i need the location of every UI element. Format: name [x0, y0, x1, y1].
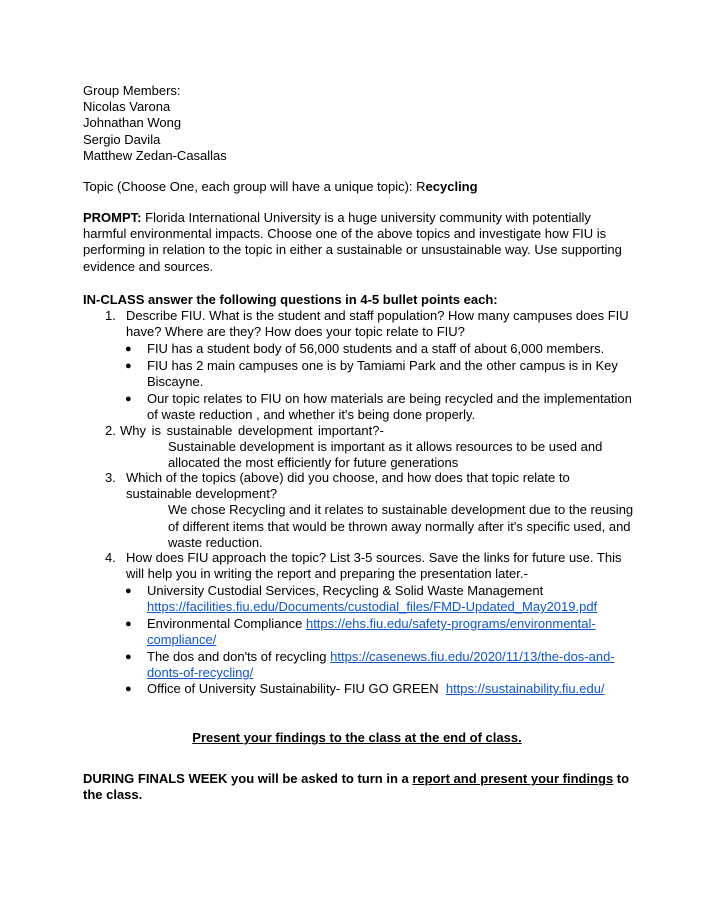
- question-text: Describe FIU. What is the student and staff population? How many campuses does FIU: [126, 308, 629, 323]
- prompt-text: harmful environmental impacts. Choose one of the above topics and investigate how FIU is: [83, 226, 607, 242]
- prompt-label: PROMPT:: [83, 210, 142, 225]
- source-title: Office of University Sustainability- FIU GO GREEN: [147, 681, 446, 696]
- source-title: Environmental Compliance: [147, 616, 306, 631]
- inclass-heading: IN-CLASS answer the following questions in 4-5 bullet points each:: [83, 292, 498, 307]
- bullet-icon: ●: [125, 618, 132, 630]
- question-text: will help you in writing the report and preparing the presentation later.-: [126, 566, 528, 582]
- member-name: Johnathan Wong: [83, 115, 182, 131]
- question-text: have? Where are they? How does your topic relate to FIU?: [126, 324, 465, 340]
- prompt-text: Florida International University is a huge university community with potentially: [145, 210, 591, 225]
- list-number: 3.: [105, 470, 116, 485]
- source-item: [83, 583, 643, 615]
- finals-emphasis: report and present your findings: [412, 771, 614, 786]
- source-title: University Custodial Services, Recycling & Solid Waste Management: [147, 583, 544, 598]
- source-link[interactable]: compliance/: [147, 632, 217, 648]
- prompt-text: performing in relation to the topic in either a sustainable or unsustainable way. Use supporting: [83, 242, 622, 258]
- source-link[interactable]: https://sustainability.fiu.edu/: [445, 681, 605, 696]
- members-heading: Group Members:: [83, 83, 181, 98]
- topic-line: [83, 179, 643, 195]
- source-title: The dos and don'ts of recycling: [147, 649, 331, 664]
- group-members: [83, 83, 643, 164]
- source-link[interactable]: https://casenews.fiu.edu/2020/11/13/the-dos-and-: [330, 649, 615, 664]
- list-number: 1.: [105, 308, 116, 323]
- member-name: Nicolas Varona: [83, 99, 171, 115]
- question-text: Why is sustainable development important?-: [120, 423, 384, 438]
- answer-text: allocated the most efficiently for future generations: [168, 455, 459, 471]
- bullet-icon: ●: [125, 343, 132, 355]
- finals-text: to: [613, 771, 630, 786]
- member-name: Sergio Davila: [83, 131, 161, 147]
- answer-bullet: ● Our topic relates to FIU on how materials are being recycled and the implementation of waste reduction , and whether it's being done properly.: [125, 391, 632, 423]
- topic-prefix: Topic (Choose One, each group will have a unique topic): R: [83, 179, 426, 194]
- finals-text: the class.: [83, 787, 143, 803]
- bullet-icon: ●: [125, 393, 132, 405]
- present-line: Present your findings to the class at the end of class.: [192, 730, 522, 745]
- source-item: [83, 616, 643, 648]
- answer-bullet: ● FIU has a student body of 56,000 students and a staff of about 6,000 members.: [125, 341, 605, 356]
- source-link[interactable]: https://facilities.fiu.edu/Documents/custodial_files/FMD-Updated_May2019.pdf: [147, 599, 598, 615]
- answer-text: Sustainable development is important as it allows resources to be used and: [168, 439, 603, 455]
- question-text: Which of the topics (above) did you choose, and how does that topic relate to: [126, 470, 570, 485]
- bullet-icon: ●: [125, 683, 132, 695]
- answer-text: of different items that would be thrown away normally after it's specific used, and: [168, 518, 631, 534]
- topic-value: ecycling: [425, 179, 478, 194]
- question-2: [83, 423, 643, 472]
- list-number: 2.: [105, 423, 116, 438]
- question-text: sustainable development?: [126, 486, 278, 502]
- question-1: [83, 308, 643, 340]
- finals-text: DURING FINALS WEEK you will be asked to turn in a: [83, 771, 413, 786]
- member-name: Matthew Zedan-Casallas: [83, 147, 227, 163]
- list-number: 4.: [105, 550, 116, 565]
- answer-text: waste reduction.: [168, 534, 263, 550]
- source-item: [83, 649, 643, 681]
- answer-text: We chose Recycling and it relates to sustainable development due to the reusing: [168, 502, 634, 518]
- question-text: How does FIU approach the topic? List 3-5 sources. Save the links for future use. This: [126, 550, 622, 565]
- source-link[interactable]: https://ehs.fiu.edu/safety-programs/environmental-: [305, 616, 596, 631]
- finals-section: [83, 771, 643, 803]
- answer-bullet: ● FIU has 2 main campuses one is by Tamiami Park and the other campus is in Key Biscayne.: [125, 358, 618, 390]
- question-4: [83, 550, 643, 582]
- bullet-icon: ●: [125, 360, 132, 372]
- prompt-text: evidence and sources.: [83, 258, 214, 274]
- prompt-section: [83, 210, 643, 275]
- bullet-icon: ●: [125, 651, 132, 663]
- source-link[interactable]: donts-of-recycling/: [147, 665, 254, 681]
- bullet-icon: ●: [125, 585, 132, 597]
- question-3: [83, 470, 643, 551]
- source-item: [83, 681, 643, 697]
